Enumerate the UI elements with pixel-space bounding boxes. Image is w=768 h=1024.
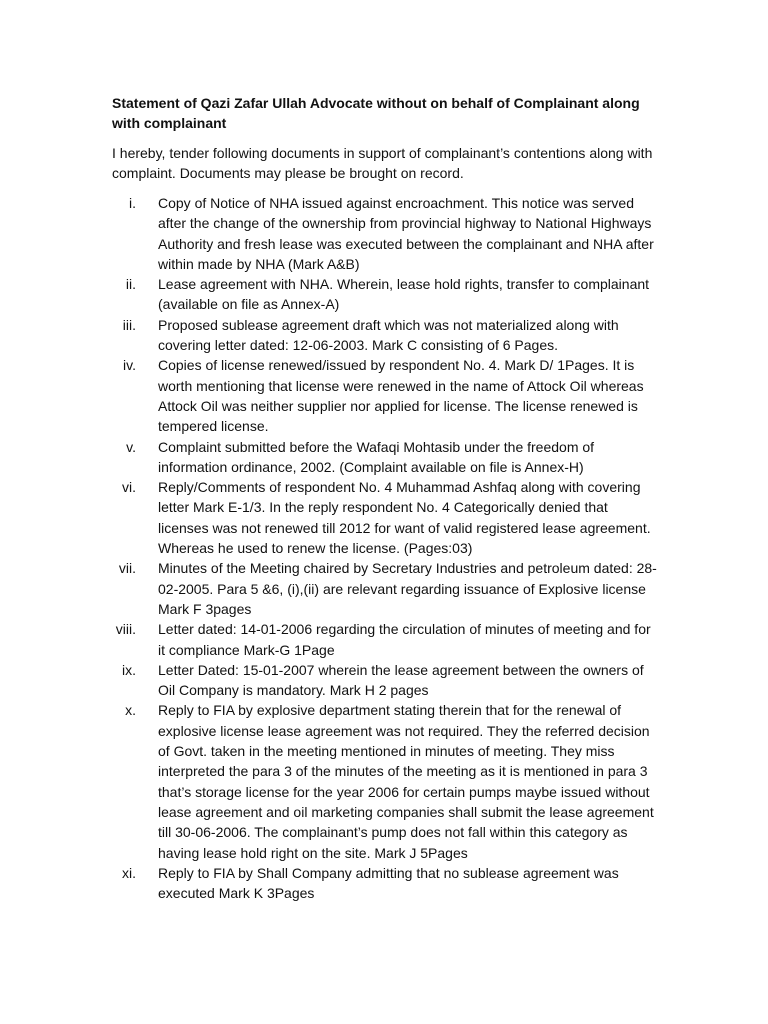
list-item — [112, 355, 660, 436]
document-page — [112, 93, 660, 903]
item-text: Proposed sublease agreement draft which was not materialized along with covering letter dated: 12-06-2003. Mark C consisting of 6 Pages. — [158, 316, 619, 354]
item-number: iii. — [122, 316, 136, 333]
item-number: iv. — [123, 357, 136, 374]
item-text: Copy of Notice of NHA issued against encroachment. This notice was served after the change of the ownership from provincial highway to National Highways Authority and fresh lease was executed between the complainant and NHA after within made by NHA (Mark A&B) — [158, 195, 654, 272]
list-item — [112, 477, 660, 558]
list-item — [112, 274, 660, 315]
item-text: Reply/Comments of respondent No. 4 Muhammad Ashfaq along with covering letter Mark E-1/3. In the reply respondent No. 4 Categorically denied that licenses was not renewed till 2012 for want of valid registered lease agreement. Whereas he used to renew the license. (Pages:03) — [158, 479, 651, 557]
list-item — [112, 700, 660, 862]
item-text: Reply to FIA by Shall Company admitting that no sublease agreement was executed Mark K 3Pages — [158, 864, 619, 902]
item-text: Minutes of the Meeting chaired by Secretary Industries and petroleum dated: 28-02-2005. Para 5 &6, (i),(ii) are relevant regarding issuance of Explosive license Mark F 3pages — [158, 560, 657, 617]
statement-title: Statement of Qazi Zafar Ullah Advocate without on behalf of Complainant along with complainant — [112, 95, 640, 131]
item-text: Letter dated: 14-01-2006 regarding the circulation of minutes of meeting and for it compliance Mark-G 1Page — [158, 621, 651, 658]
item-text: Lease agreement with NHA. Wherein, lease hold rights, transfer to complainant (available on file as Annex-A) — [158, 276, 650, 313]
list-item — [112, 660, 660, 701]
item-number: v. — [126, 438, 136, 455]
item-number: xi. — [122, 864, 136, 881]
item-number: ix. — [122, 661, 136, 678]
list-item — [112, 863, 660, 904]
item-text: Letter Dated: 15-01-2007 wherein the lease agreement between the owners of Oil Company is mandatory. Mark H 2 pages — [158, 661, 644, 699]
document-list — [112, 193, 660, 903]
list-item — [112, 315, 660, 356]
item-number: viii. — [115, 621, 136, 638]
item-number: vi. — [122, 479, 136, 496]
intro-paragraph: I hereby, tender following documents in support of complainant’s contentions along with complaint. Documents may please be brought on record. — [112, 145, 653, 181]
list-item — [112, 558, 660, 619]
list-item — [112, 437, 660, 478]
item-number: vii. — [118, 560, 136, 577]
item-number: ii. — [125, 276, 136, 293]
list-item — [112, 193, 660, 274]
item-number: x. — [125, 702, 136, 719]
item-number: i. — [129, 195, 136, 211]
item-text: Copies of license renewed/issued by respondent No. 4. Mark D/ 1Pages. It is worth mentioning that license were renewed in the name of Attock Oil whereas Attock Oil was neither supplier nor applied for license. The license renewed is tempered license. — [158, 357, 644, 435]
item-text: Reply to FIA by explosive department stating therein that for the renewal of explosive license lease agreement was not required. They the referred decision of Govt. taken in the meeting mentioned in minutes of meeting. They miss interpreted the para 3 of the minutes of the meeting as it is mentioned in para 3 that’s storage license for the year 2006 for certain pumps maybe issued without lease agreement and oil marketing companies shall submit the lease agreement till 30-06-2006. The complainant’s pump does not fall within this category as having lease hold right on the site. Mark J 5Pages — [158, 702, 654, 861]
item-text: Complaint submitted before the Wafaqi Mohtasib under the freedom of information ordinance, 2002. (Complaint available on file is Annex-H) — [158, 438, 595, 475]
list-item — [112, 619, 660, 660]
